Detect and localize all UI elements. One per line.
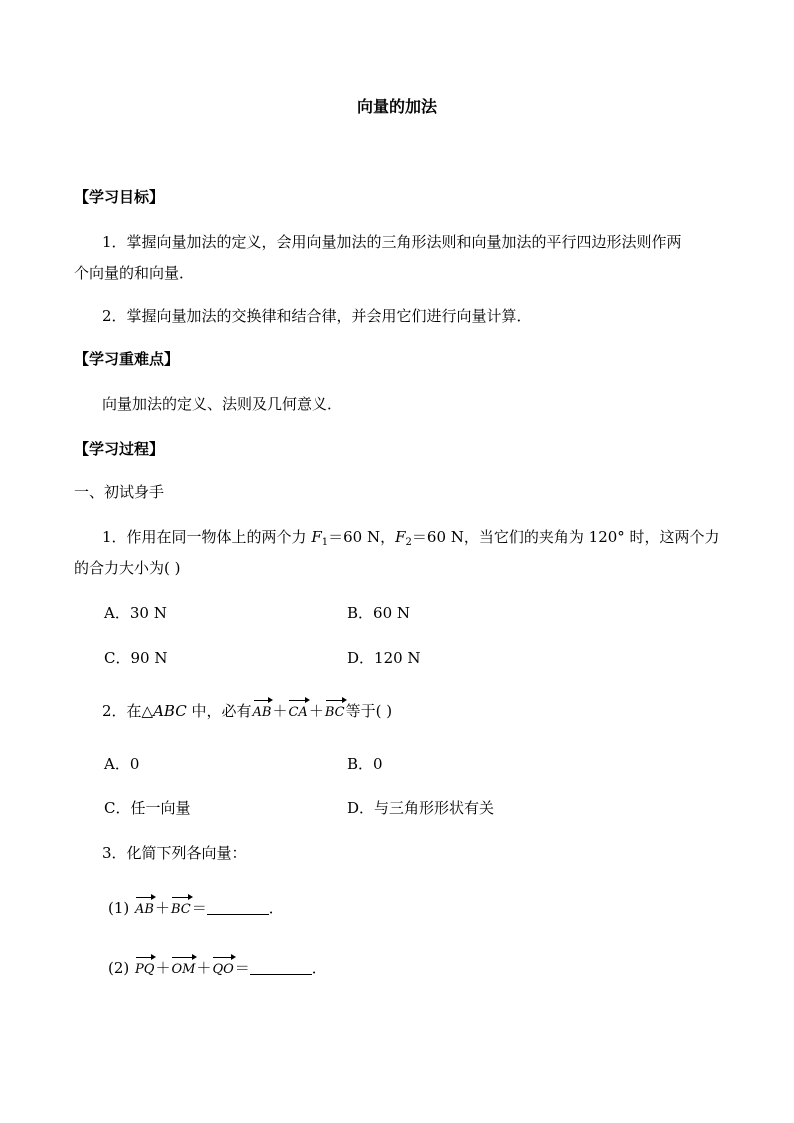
q2-vector-bc: BC [325,703,345,723]
q2-plus-2: ＋ [308,702,324,720]
q3-s2-vector-om: OM [171,960,195,980]
q3-sub-1 [108,898,284,920]
q3-s1-answer-blank[interactable] [207,900,269,915]
q1-option-d: D．120 N [347,649,421,667]
q1-f1-sub: 1 [321,537,329,548]
goal-2: 2．掌握向量加法的交换律和结合律，并会用它们进行向量计算． [102,307,532,325]
q1-f1: F [311,528,322,546]
section-heading-goals: 【学习目标】 [74,188,165,206]
q2-option-c: C．任一向量 [104,799,191,817]
q3-s2-eq: ＝ [234,959,250,977]
q2-pre: 2．在△ [102,702,154,720]
question-2 [102,701,392,723]
q3-s2-vector-pq: PQ [135,960,154,980]
section-heading-keypoints: 【学习重难点】 [74,350,180,368]
q2-option-a: A．0 [104,755,140,773]
q3-sub-2 [108,958,327,980]
q2-plus-1: ＋ [272,702,288,720]
q3-s2-answer-blank[interactable] [250,960,312,975]
question-3: 3．化简下列各向量： [102,844,247,862]
q1-option-a: A．30 N [104,604,167,622]
part-1-heading: 一、初试身手 [74,483,165,501]
q2-post: 等于( ) [345,702,393,720]
q2-triangle: ABC [153,702,187,720]
q3-s2-plus-1: ＋ [155,959,171,977]
q3-s2-end: ． [311,959,327,977]
q2-mid: 中，必有 [186,702,252,720]
q2-option-b: B．0 [347,755,383,773]
q3-s1-label: (1) [108,899,130,917]
q3-s1-vector-bc: BC [171,900,191,920]
question-1-line-2: 的合力大小为( ) [74,559,181,577]
q3-s2-plus-2: ＋ [196,959,212,977]
q1-option-b: B．60 N [347,604,411,622]
goal-1-line-2: 个向量的和向量． [74,264,195,282]
goal-1-line-1: 1．掌握向量加法的定义，会用向量加法的三角形法则和向量加法的平行四边形法则作两 [102,233,682,251]
q3-s1-end: ． [268,899,284,917]
q2-vector-ab: AB [253,703,272,723]
q1-mid: ＝60 N， [328,528,396,546]
q2-vector-ca: CA [288,703,307,723]
q3-s1-vector-ab: AB [135,900,154,920]
section-heading-process: 【学习过程】 [74,440,165,458]
keypoints-text: 向量加法的定义、法则及几何意义． [102,395,343,413]
q3-s2-label: (2) [108,959,130,977]
q1-option-c: C．90 N [104,649,168,667]
q2-option-d: D．与三角形形状有关 [347,799,495,817]
question-1-line-1 [102,527,720,553]
q3-s1-plus: ＋ [154,899,170,917]
page-title: 向量的加法 [356,97,437,116]
q1-pre: 1．作用在同一物体上的两个力 [102,528,312,546]
q3-s1-eq: ＝ [191,899,207,917]
q1-f2: F [395,528,406,546]
q1-f2-sub: 2 [405,537,412,548]
q1-post: ＝60 N，当它们的夹角为 120° 时，这两个力 [411,528,720,546]
q3-s2-vector-qo: QO [212,960,233,980]
